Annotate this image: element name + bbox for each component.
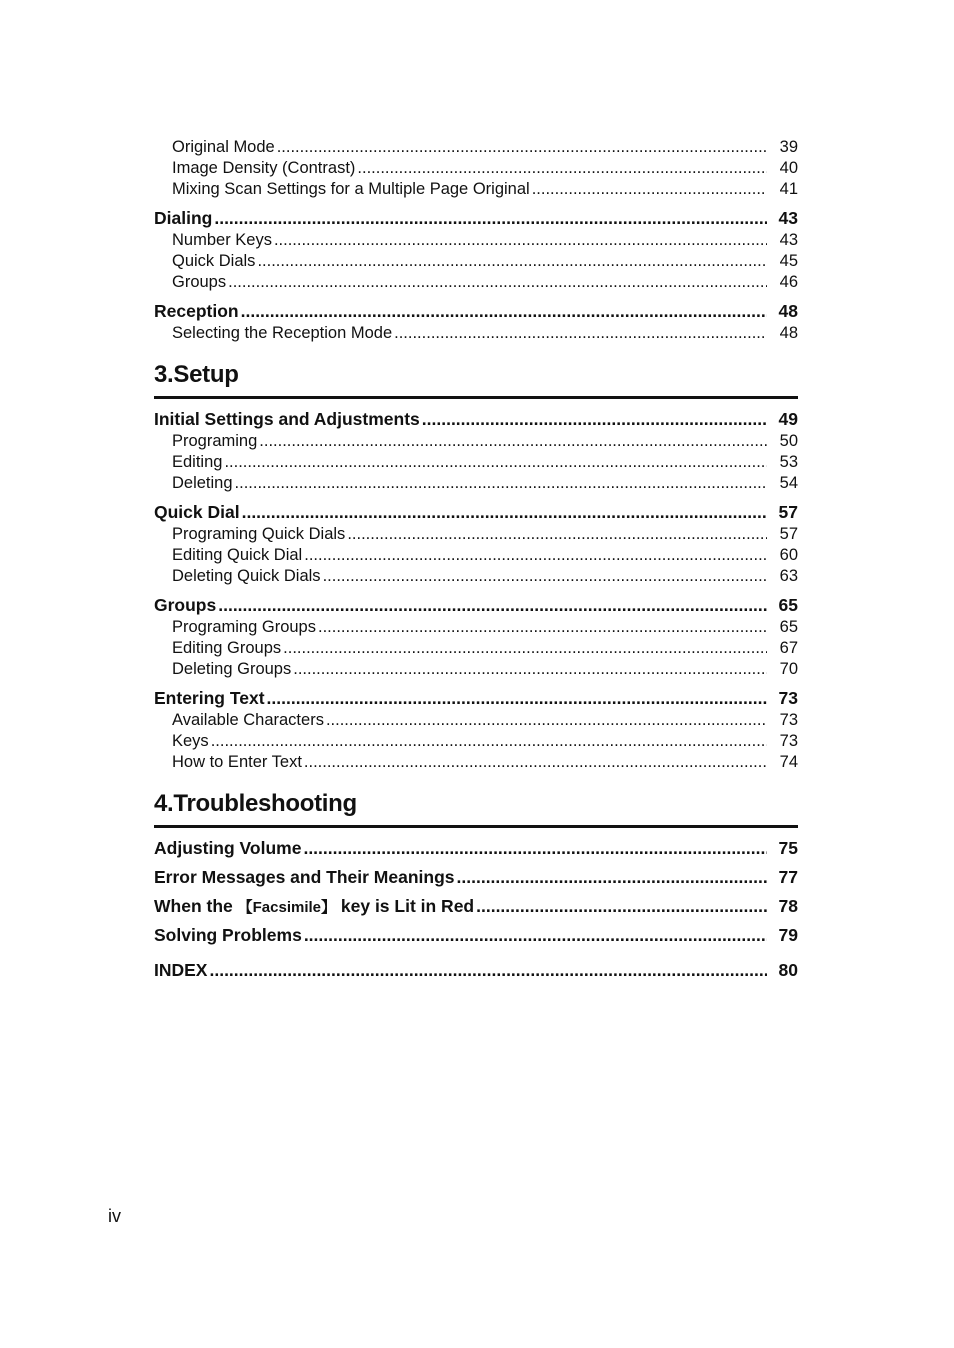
entry-title-prefix: When the bbox=[154, 896, 238, 916]
dot-leader bbox=[304, 752, 767, 773]
toc-entry-mixing-scan-settings[interactable] bbox=[154, 179, 798, 200]
entry-title: Mixing Scan Settings for a Multiple Page Original bbox=[172, 180, 530, 198]
entry-title: How to Enter Text bbox=[172, 753, 302, 771]
toc-entry-dialing[interactable] bbox=[154, 206, 798, 230]
dot-leader bbox=[209, 958, 767, 982]
dot-leader bbox=[457, 865, 767, 889]
entry-page: 80 bbox=[778, 960, 798, 980]
toc-entry-quick-dials[interactable] bbox=[154, 251, 798, 272]
entry-title: Quick Dials bbox=[172, 252, 256, 270]
entry-page: 48 bbox=[778, 301, 798, 321]
entry-page: 78 bbox=[778, 896, 798, 916]
entry-page: 48 bbox=[779, 324, 798, 342]
entry-page: 46 bbox=[779, 273, 798, 291]
toc-entry-solving-problems[interactable] bbox=[154, 923, 798, 947]
toc-entry-available-characters[interactable] bbox=[154, 710, 798, 731]
toc-entry-programing-groups[interactable] bbox=[154, 617, 798, 638]
toc-entry-index[interactable] bbox=[154, 958, 798, 982]
dot-leader bbox=[235, 473, 767, 494]
chapter-heading-setup: 3.Setup bbox=[154, 360, 798, 399]
toc-entry-groups[interactable] bbox=[154, 272, 798, 293]
entry-page: 53 bbox=[779, 453, 798, 471]
toc-entry-original-mode[interactable] bbox=[154, 137, 798, 158]
entry-page: 57 bbox=[778, 502, 798, 522]
entry-page: 60 bbox=[779, 546, 798, 564]
facsimile-key-label: Facsimile bbox=[252, 899, 321, 916]
entry-title: Keys bbox=[172, 732, 209, 750]
toc-entry-programing[interactable] bbox=[154, 431, 798, 452]
entry-page: 73 bbox=[779, 711, 798, 729]
toc-entry-deleting-quick-dials[interactable] bbox=[154, 566, 798, 587]
toc-entry-image-density[interactable] bbox=[154, 158, 798, 179]
entry-title: Programing Quick Dials bbox=[172, 525, 346, 543]
dot-leader bbox=[211, 731, 767, 752]
entry-page: 75 bbox=[778, 838, 798, 858]
entry-title: Dialing bbox=[154, 208, 213, 228]
dot-leader bbox=[283, 638, 767, 659]
toc-entry-facsimile-key-lit-red[interactable] bbox=[154, 894, 798, 918]
entry-page: 73 bbox=[778, 688, 798, 708]
toc-entry-editing-groups[interactable] bbox=[154, 638, 798, 659]
toc-entry-editing[interactable] bbox=[154, 452, 798, 473]
entry-title: Deleting Quick Dials bbox=[172, 567, 321, 585]
dot-leader bbox=[347, 524, 767, 545]
entry-page: 74 bbox=[779, 753, 798, 771]
entry-page: 41 bbox=[779, 180, 798, 198]
toc-entry-deleting[interactable] bbox=[154, 473, 798, 494]
toc-entry-error-messages[interactable] bbox=[154, 865, 798, 889]
entry-page: 39 bbox=[779, 138, 798, 156]
page-number: iv bbox=[108, 1206, 121, 1226]
dot-leader bbox=[267, 686, 767, 710]
entry-title: Entering Text bbox=[154, 688, 265, 708]
entry-page: 40 bbox=[779, 159, 798, 177]
entry-title: Adjusting Volume bbox=[154, 838, 302, 858]
toc-entry-initial-settings[interactable] bbox=[154, 407, 798, 431]
entry-page: 65 bbox=[779, 618, 798, 636]
entry-title: Editing Groups bbox=[172, 639, 282, 657]
entry-page: 79 bbox=[778, 925, 798, 945]
dot-leader bbox=[218, 593, 767, 617]
entry-page: 50 bbox=[779, 432, 798, 450]
toc-entry-adjusting-volume[interactable] bbox=[154, 836, 798, 860]
dot-leader bbox=[241, 299, 767, 323]
entry-title: Initial Settings and Adjustments bbox=[154, 409, 420, 429]
entry-title: INDEX bbox=[154, 960, 208, 980]
entry-page: 49 bbox=[778, 409, 798, 429]
dot-leader bbox=[259, 431, 767, 452]
entry-page: 43 bbox=[779, 231, 798, 249]
dot-leader bbox=[323, 566, 767, 587]
dot-leader bbox=[304, 923, 767, 947]
dot-leader bbox=[214, 206, 767, 230]
dot-leader bbox=[257, 251, 767, 272]
dot-leader bbox=[242, 500, 767, 524]
entry-page: 73 bbox=[779, 732, 798, 750]
dot-leader bbox=[293, 659, 767, 680]
entry-title: Available Characters bbox=[172, 711, 324, 729]
chapter-heading-troubleshooting: 4.Troubleshooting bbox=[154, 789, 798, 828]
entry-page: 43 bbox=[778, 208, 798, 228]
entry-title: Editing Quick Dial bbox=[172, 546, 303, 564]
entry-title: Deleting bbox=[172, 474, 233, 492]
dot-leader bbox=[326, 710, 767, 731]
dot-leader bbox=[357, 158, 767, 179]
key-bracket-open: 【 bbox=[237, 899, 253, 916]
toc-entry-number-keys[interactable] bbox=[154, 230, 798, 251]
entry-page: 45 bbox=[779, 252, 798, 270]
dot-leader bbox=[394, 323, 767, 344]
entry-title: Selecting the Reception Mode bbox=[172, 324, 393, 342]
entry-title: Original Mode bbox=[172, 138, 275, 156]
toc-entry-groups-main[interactable] bbox=[154, 593, 798, 617]
entry-page: 67 bbox=[779, 639, 798, 657]
entry-title: Number Keys bbox=[172, 231, 272, 249]
entry-title: Programing Groups bbox=[172, 618, 316, 636]
dot-leader bbox=[224, 452, 767, 473]
dot-leader bbox=[274, 230, 767, 251]
entry-page: 70 bbox=[779, 660, 798, 678]
toc-entry-reception[interactable] bbox=[154, 299, 798, 323]
entry-title: Programing bbox=[172, 432, 258, 450]
entry-page: 63 bbox=[779, 567, 798, 585]
dot-leader bbox=[303, 836, 767, 860]
dot-leader bbox=[476, 894, 767, 918]
entry-page: 54 bbox=[779, 474, 798, 492]
entry-title: Editing bbox=[172, 453, 223, 471]
dot-leader bbox=[422, 407, 767, 431]
dot-leader bbox=[228, 272, 767, 293]
key-bracket-close: 】 bbox=[321, 899, 337, 916]
entry-title: Reception bbox=[154, 301, 239, 321]
entry-page: 65 bbox=[778, 595, 798, 615]
toc-entry-entering-text[interactable] bbox=[154, 686, 798, 710]
entry-title bbox=[154, 894, 474, 918]
entry-page: 57 bbox=[779, 525, 798, 543]
toc-entry-keys[interactable] bbox=[154, 731, 798, 752]
entry-title: Solving Problems bbox=[154, 925, 302, 945]
entry-title: Quick Dial bbox=[154, 502, 240, 522]
entry-title: Image Density (Contrast) bbox=[172, 159, 356, 177]
dot-leader bbox=[304, 545, 767, 566]
entry-title: Error Messages and Their Meanings bbox=[154, 867, 455, 887]
dot-leader bbox=[318, 617, 767, 638]
dot-leader bbox=[532, 179, 767, 200]
toc-entry-programing-quick-dials[interactable] bbox=[154, 524, 798, 545]
toc-entry-quick-dial[interactable] bbox=[154, 500, 798, 524]
table-of-contents bbox=[154, 137, 798, 982]
toc-entry-selecting-reception-mode[interactable] bbox=[154, 323, 798, 344]
entry-title: Deleting Groups bbox=[172, 660, 292, 678]
entry-page: 77 bbox=[778, 867, 798, 887]
entry-title-suffix: key is Lit in Red bbox=[336, 896, 475, 916]
dot-leader bbox=[277, 137, 767, 158]
entry-title: Groups bbox=[154, 595, 217, 615]
entry-title: Groups bbox=[172, 273, 227, 291]
toc-entry-how-to-enter-text[interactable] bbox=[154, 752, 798, 773]
toc-entry-deleting-groups[interactable] bbox=[154, 659, 798, 680]
toc-entry-editing-quick-dial[interactable] bbox=[154, 545, 798, 566]
